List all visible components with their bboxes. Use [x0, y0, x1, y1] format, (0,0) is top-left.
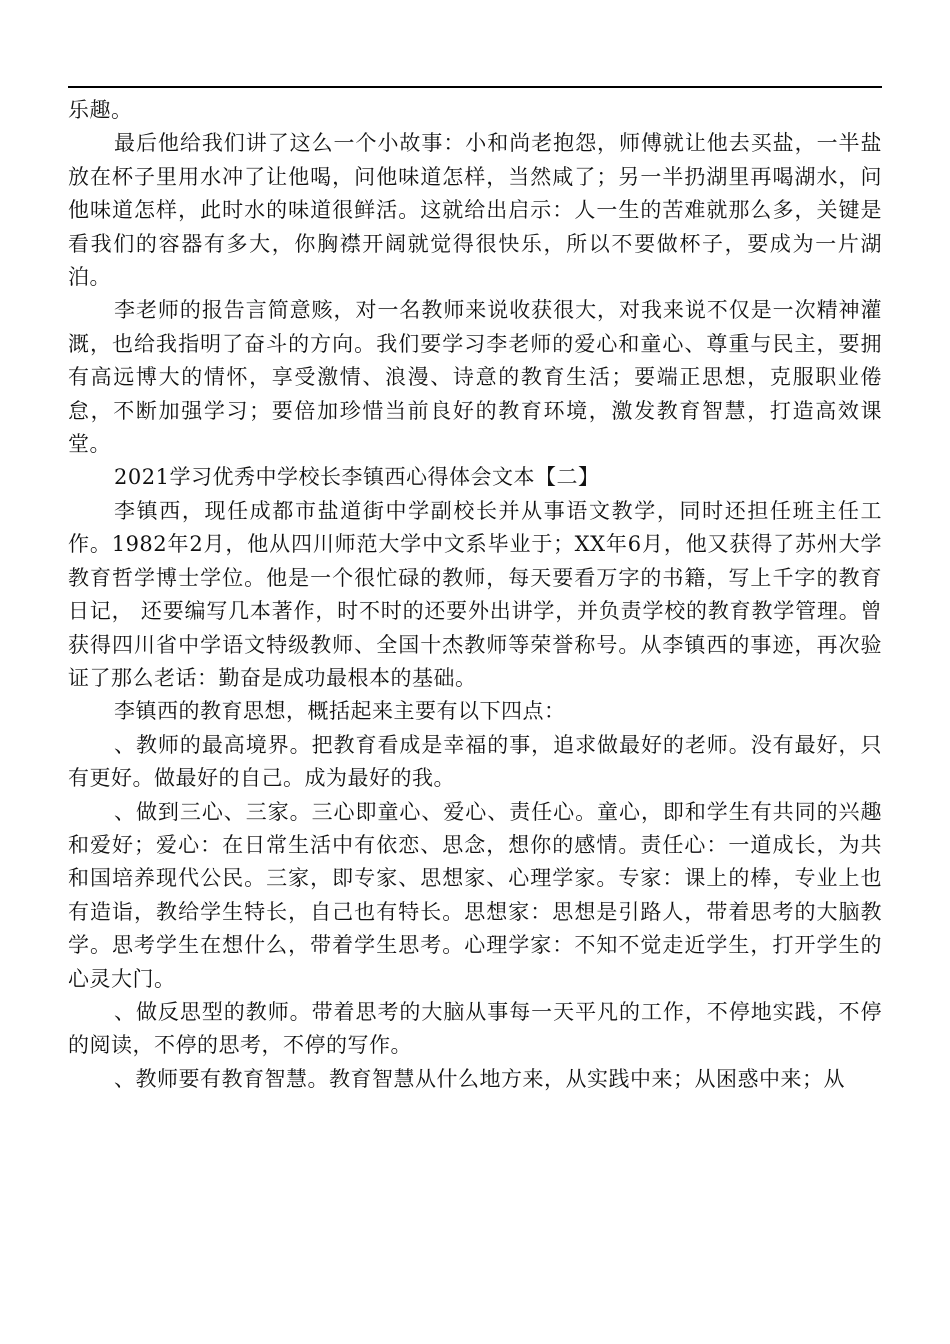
paragraph-thoughts-intro: 李镇西的教育思想，概括起来主要有以下四点： — [114, 699, 566, 724]
paragraph-story: 最后他给我们讲了这么一个小故事：小和尚老抱怨，师傅就让他去买盐，一半盐放在杯子里用水冲了让他喝，问他味道怎样，当然咸了；另一半扔湖里再喝湖水，问他味道怎样，此时水的味道很鲜活。这就给出启示：人一生的苦难就那么多，关键是看我们的容器有多大，你胸襟开阔就觉得很快乐，所以不要做杯子，要成为一片湖泊。 — [68, 131, 882, 290]
list-item-reflective-teacher: 、做反思型的教师。带着思考的大脑从事每一天平凡的工作，不停地实践，不停的阅读，不停的思考，不停的写作。 — [68, 999, 882, 1058]
paragraph-report-summary: 李老师的报告言简意赅，对一名教师来说收获很大，对我来说不仅是一次精神灌溉，也给我指明了奋斗的方向。我们要学习李老师的爱心和童心、尊重与民主，要拥有高远博大的情怀，享受激情、浪漫、诗意的教育生活；要端正思想，克服职业倦怠，不断加强学习；要倍加珍惜当前良好的教育环境，激发教育智慧，打造高效课堂。 — [68, 298, 882, 457]
list-item-education-wisdom: 、教师要有教育智慧。教育智慧从什么地方来，从实践中来；从困惑中来；从 — [114, 1066, 845, 1091]
paragraph-biography: 李镇西，现任成都市盐道街中学副校长并从事语文教学，同时还担任班主任工作。1982年2月，他从四川师范大学中文系毕业于；XX年6月，他又获得了苏州大学教育哲学博士学位。他是一个很忙碌的教师，每天要看万字的书籍，写上千字的教育日记， 还要编写几本著作，时不时的还要外出讲学，并负责学校的教育教学管理。曾获得四川省中学语文特级教师、全国十杰教师等荣誉称号。从李镇西的事迹，再次验证了那么老话：勤奋是成功最根本的基础。 — [68, 498, 883, 690]
document-body — [68, 94, 882, 1096]
list-item-highest-realm: 、教师的最高境界。把教育看成是幸福的事，追求做最好的老师。没有最好，只有更好。做最好的自己。成为最好的我。 — [68, 732, 882, 791]
paragraph-continuation: 乐趣。 — [68, 98, 133, 122]
section-title: 2021学习优秀中学校长李镇西心得体会文本【二】 — [114, 465, 600, 490]
list-item-three-hearts: 、做到三心、三家。三心即童心、爱心、责任心。童心，即和学生有共同的兴趣和爱好；爱心：在日常生活中有依恋、思念，想你的感情。责任心：一道成长，为共和国培养现代公民。三家，即专家、思想家、心理学家。专家：课上的棒，专业上也有造诣，教给学生特长，自己也有特长。思想家：思想是引路人，带着思考的大脑教学。思考学生在想什么，带着学生思考。心理学家：不知不觉走近学生，打开学生的心灵大门。 — [68, 799, 882, 991]
header-rule — [68, 86, 882, 88]
